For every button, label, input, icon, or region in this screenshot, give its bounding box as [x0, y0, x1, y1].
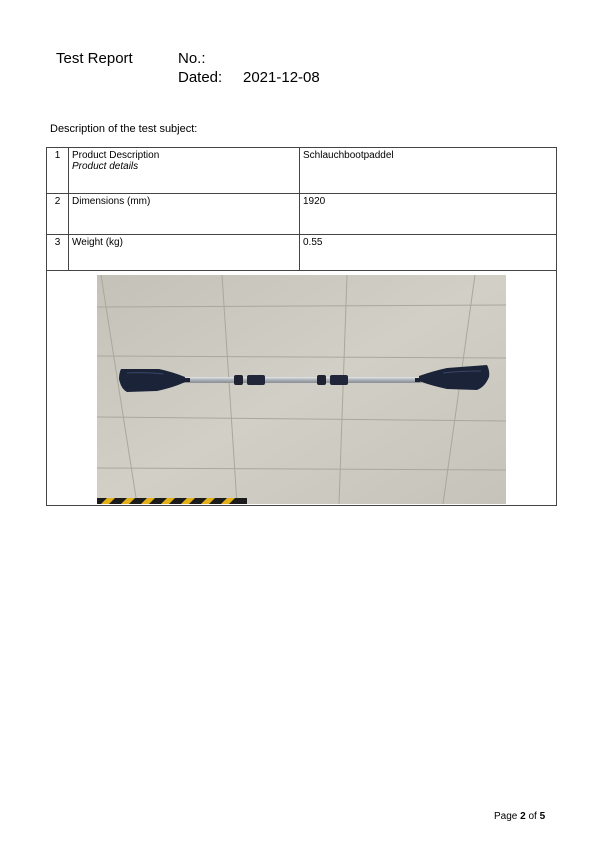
- row-value: Schlauchbootpaddel: [300, 148, 557, 194]
- row-label: Dimensions (mm): [69, 194, 300, 235]
- row-value: 0.55: [300, 235, 557, 271]
- dated-value: 2021-12-08: [243, 69, 320, 86]
- table-row: [47, 235, 557, 271]
- hazard-tape: [97, 498, 247, 504]
- of-word: of: [528, 811, 537, 822]
- row-number: 3: [47, 235, 69, 271]
- photo-row: [47, 271, 557, 506]
- row-number: 1: [47, 148, 69, 194]
- report-title: Test Report: [56, 50, 133, 67]
- specification-table: [46, 147, 557, 506]
- row-value: 1920: [300, 194, 557, 235]
- row-label: Weight (kg): [69, 235, 300, 271]
- page-total: 5: [539, 811, 546, 822]
- page-footer: [494, 811, 545, 822]
- photo-cell: [47, 271, 557, 506]
- row-label: Product Description: [72, 150, 160, 161]
- paddle-shaft: [182, 377, 422, 383]
- row-sublabel: Product details: [72, 161, 139, 172]
- shaft-joint-right: [317, 375, 326, 385]
- row-number: 2: [47, 194, 69, 235]
- table-row: [47, 148, 557, 194]
- row-label-cell: [69, 148, 300, 194]
- report-number-label: No.:: [178, 50, 206, 67]
- dated-label: Dated:: [178, 69, 223, 86]
- shaft-joint-left: [234, 375, 243, 385]
- page-word: Page: [494, 811, 518, 822]
- product-photo: [97, 275, 506, 504]
- description-heading: Description of the test subject:: [50, 123, 198, 135]
- table-row: [47, 194, 557, 235]
- page-current: 2: [520, 811, 526, 822]
